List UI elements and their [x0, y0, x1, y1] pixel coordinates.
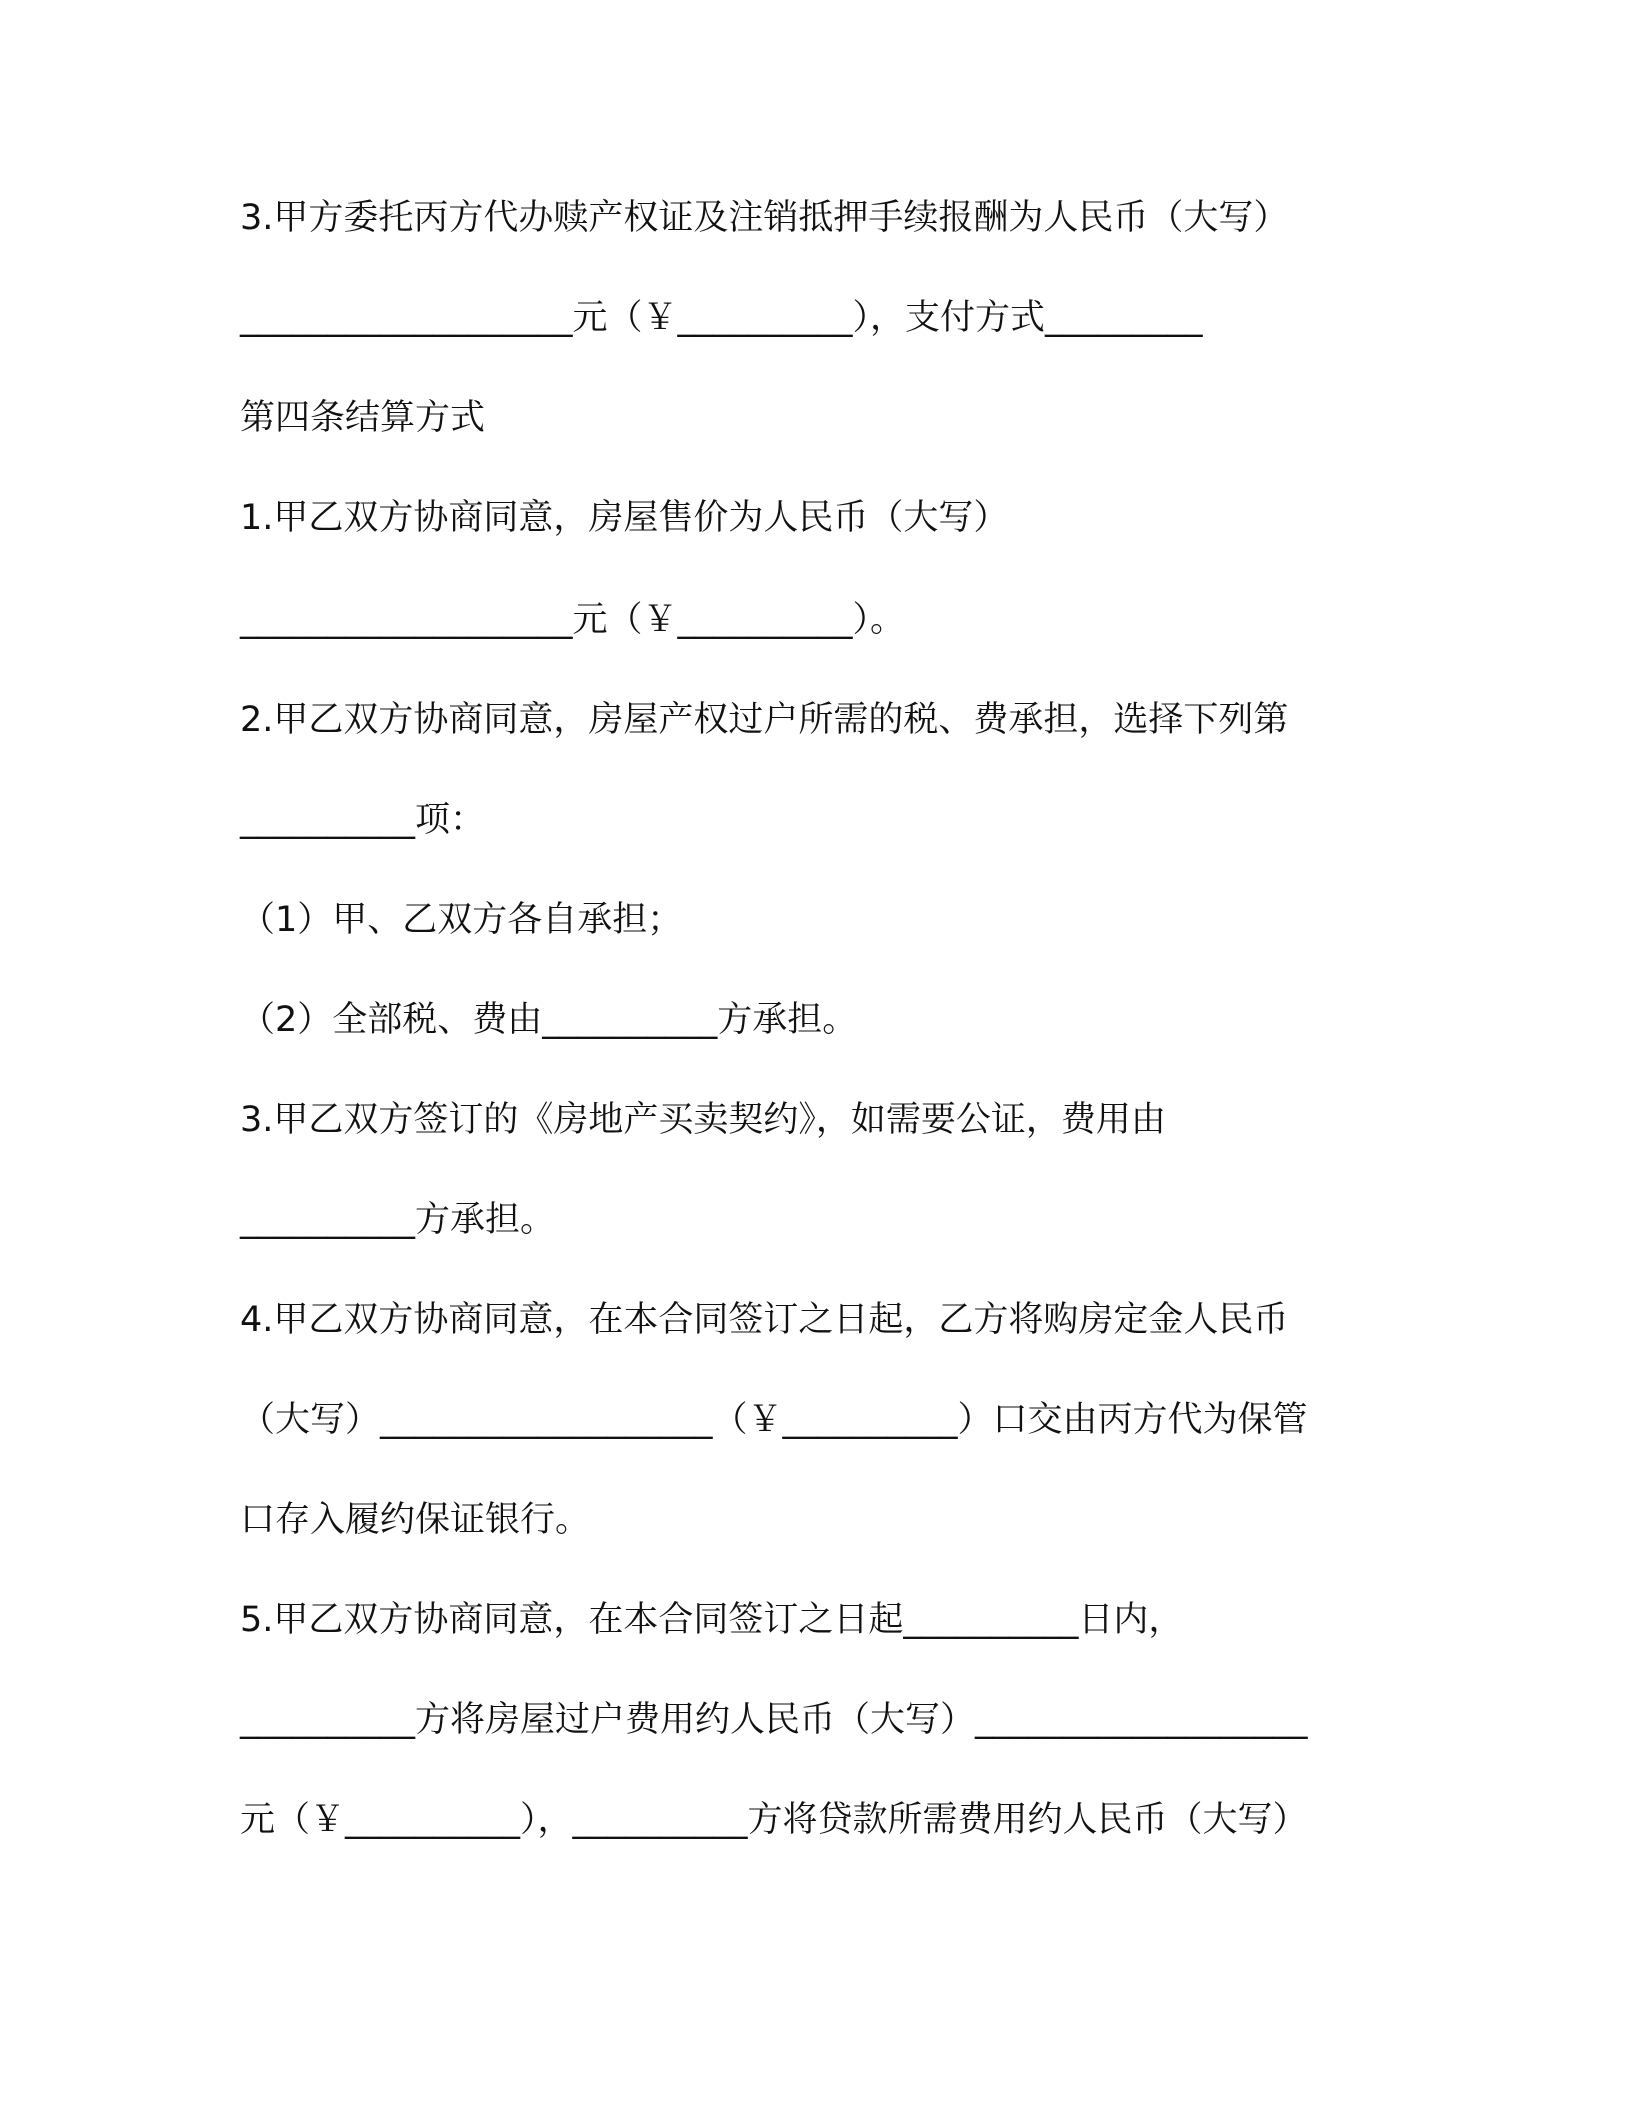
article-4-item-2-option-line: __________项： [240, 800, 486, 840]
article-4-item-5-loan-fee-line: 元（￥__________），__________方将贷款所需费用约人民币（大写） [240, 1800, 1308, 1840]
article-4-item-2-option-2: （2）全部税、费由__________方承担。 [240, 1000, 858, 1040]
article-4-item-4-continuation: 口存入履约保证银行。 [240, 1500, 591, 1540]
article-4-item-4-deposit-line: （大写）___________________（￥__________）口交由丙方代为保管 [240, 1400, 1308, 1440]
article-4-item-2: 2.甲乙双方协商同意，房屋产权过户所需的税、费承担，选择下列第 [240, 700, 1289, 740]
clause-3-remuneration: 3.甲方委托丙方代办赎产权证及注销抵押手续报酬为人民币（大写） [240, 198, 1289, 238]
article-4-item-5-transfer-fee-line: __________方将房屋过户费用约人民币（大写）___________________ [240, 1700, 1308, 1740]
article-4-item-5: 5.甲乙双方协商同意，在本合同签订之日起__________日内， [240, 1600, 1184, 1640]
article-4-item-1: 1.甲乙双方协商同意，房屋售价为人民币（大写） [240, 498, 1009, 538]
article-4-item-3: 3.甲乙双方签订的《房地产买卖契约》，如需要公证，费用由 [240, 1100, 1166, 1140]
article-4-item-3-continuation: __________方承担。 [240, 1200, 556, 1240]
article-4-heading: 第四条结算方式 [240, 398, 486, 438]
article-4-item-4: 4.甲乙双方协商同意，在本合同签订之日起，乙方将购房定金人民币 [240, 1300, 1289, 1340]
article-4-item-1-amount-line: ___________________元（￥__________）。 [240, 600, 906, 640]
article-4-item-2-option-1: （1）甲、乙双方各自承担； [240, 900, 683, 940]
clause-3-amount-blank-line: ___________________元（￥__________），支付方式_________ [240, 298, 1203, 338]
